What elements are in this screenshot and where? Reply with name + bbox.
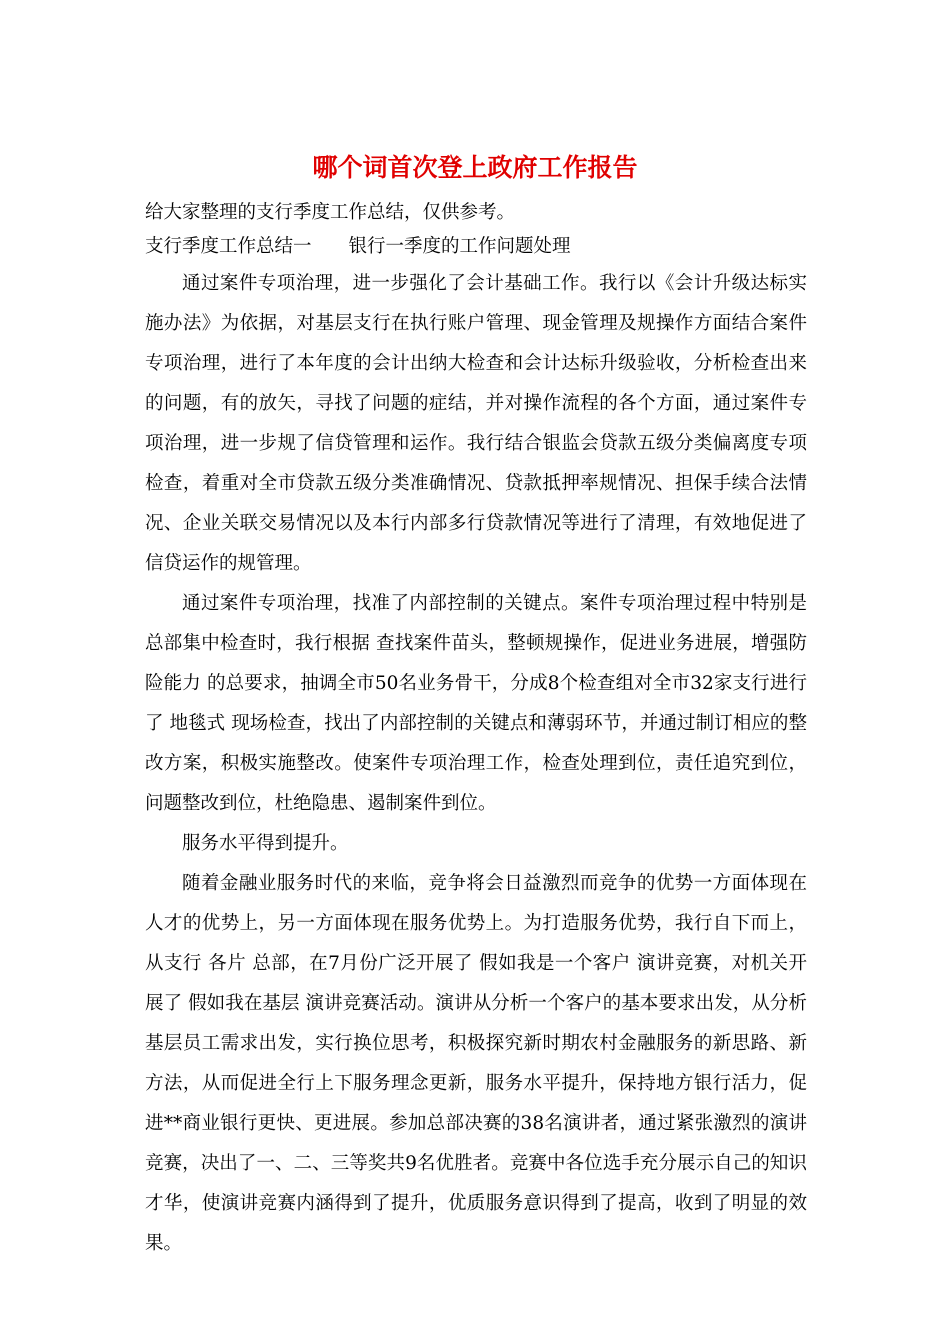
paragraph-service-competition: 随着金融业服务时代的来临，竞争将会日益激烈而竞争的优势一方面体现在人才的优势上，另一方面体现在服务优势上。为打造服务优势，我行自下而上，从支行 各片 总部，在7月份广泛开展了 假如我是一个客户 演讲竞赛，对机关开展了 假如我在基层 演讲竞赛活动。演讲从分析一个客户的基本要求出发，从分析基层员工需求出发，实行换位思考，积极探究新时期农村金融服务的新思路、新方法，从而促进全行上下服务理念更新，服务水平提升，保持地方银行活力，促进**商业银行更快、更进展。参加总部决赛的38名演讲者，通过紧张激烈的演讲竞赛，决出了一、二、三等奖共9名优胜者。竞赛中各位选手充分展示自己的知识才华，使演讲竞赛内涵得到了提升，优质服务意识得到了提高，收到了明显的效果。	[145, 873, 807, 1254]
paragraph-case-governance: 通过案件专项治理，进一步强化了会计基础工作。我行以《会计升级达标实施办法》为依据，对基层支行在执行账户管理、现金管理及规操作方面结合案件专项治理，进行了本年度的会计出纳大检查和会计达标升级验收，分析检查出来的问题，有的放矢，寻找了问题的症结，并对操作流程的各个方面，通过案件专项治理，进一步规了信贷管理和运作。我行结合银监会贷款五级分类偏离度专项检查，着重对全市贷款五级分类准确情况、贷款抵押率规情况、担保手续合法情况、企业关联交易情况以及本行内部多行贷款情况等进行了清理，有效地促进了信贷运作的规管理。	[145, 273, 807, 574]
intro-line: 给大家整理的支行季度工作总结，仅供参考。	[145, 202, 516, 223]
document-title: 哪个词首次登上政府工作报告	[312, 153, 638, 182]
paragraph-service-heading: 服务水平得到提升。	[182, 833, 349, 854]
paragraph-internal-control: 通过案件专项治理，找准了内部控制的关键点。案件专项治理过程中特别是总部集中检查时，我行根据 查找案件苗头，整顿规操作，促进业务进展，增强防险能力 的总要求，抽调全市50名业务骨干，分成8个检查组对全市32家支行进行了 地毯式 现场检查，找出了内部控制的关键点和薄弱环节，并通过制订相应的整改方案，积极实施整改。使案件专项治理工作，检查处理到位，责任追究到位，问题整改到位，杜绝隐患、遏制案件到位。	[145, 593, 807, 814]
document-body	[145, 196, 807, 1264]
section-heading: 支行季度工作总结一 银行一季度的工作问题处理	[145, 236, 571, 257]
